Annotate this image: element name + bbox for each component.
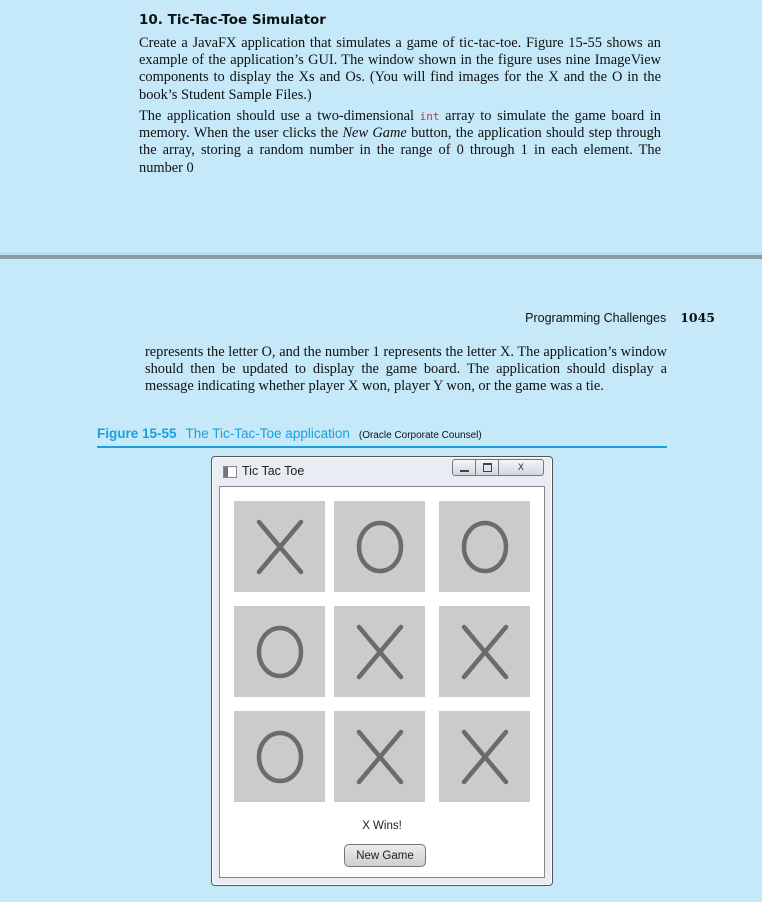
figure-label: Figure 15-55 [97,426,177,441]
p2-text-2: array to simulate the game board in memory. When the user clicks the [139,108,661,142]
maximize-button[interactable] [476,459,499,476]
challenge-paragraph-3: represents the letter O, and the number 1 represents the letter X. The application’s window should then be updated to display the game board. The application should display a message indicating whether player X won, player Y won, or the game was a tie. [145,344,667,395]
figure-title: The Tic-Tac-Toe application [185,426,350,441]
x-mark-icon [351,726,409,788]
running-head-title: Programming Challenges [525,311,667,325]
board-cell [234,501,325,592]
p2-text-1: The application should use a two-dimensional [139,108,420,124]
window-controls [452,459,544,476]
o-stroke [259,733,301,781]
board-cell [439,501,530,592]
running-head [525,310,715,325]
x-mark-icon [251,516,309,578]
code-int: int [419,110,440,123]
o-stroke [359,523,401,571]
tic-tac-toe-window [211,456,553,886]
p2-text-3: button, the application should step through the array, storing a random number in the range of 0 through 1 in each element. The number 0 [139,125,661,176]
result-label: X Wins! [362,820,402,832]
x-mark-icon [456,726,514,788]
bottom-page [0,264,762,902]
o-mark-icon [351,516,409,578]
new-game-emphasis: New Game [342,125,407,142]
top-page [0,0,762,252]
board-cell [234,606,325,697]
close-button[interactable]: X [499,459,544,476]
o-mark-icon [251,726,309,788]
window-content [219,486,545,878]
new-game-button[interactable]: New Game [344,844,426,867]
figure-credit: (Oracle Corporate Counsel) [358,430,482,441]
page-number: 1045 [680,310,715,325]
challenge-title: 10. Tic-Tac-Toe Simulator [139,12,326,28]
board-cell [234,711,325,802]
window-titlebar[interactable] [212,457,552,485]
board-cell [334,501,425,592]
challenge-paragraph-1: Create a JavaFX application that simulates a game of tic-tac-toe. Figure 15-55 shows an example of the application’s GUI. The window shown in the figure uses nine ImageView components to display the Xs and Os. (You will find images for the X and the O in the book’s Student Sample Files.) [139,35,661,103]
o-mark-icon [456,516,514,578]
o-stroke [259,628,301,676]
x-mark-icon [351,621,409,683]
minimize-button[interactable] [452,459,476,476]
window-title: Tic Tac Toe [242,464,305,478]
board-cell [334,711,425,802]
x-mark-icon [456,621,514,683]
figure-caption [97,425,667,448]
game-board [234,501,530,803]
o-mark-icon [251,621,309,683]
challenge-paragraph-2 [139,108,661,177]
o-stroke [464,523,506,571]
board-cell [439,606,530,697]
app-window-icon [223,466,237,478]
board-cell [439,711,530,802]
page-divider [0,252,762,264]
board-cell [334,606,425,697]
